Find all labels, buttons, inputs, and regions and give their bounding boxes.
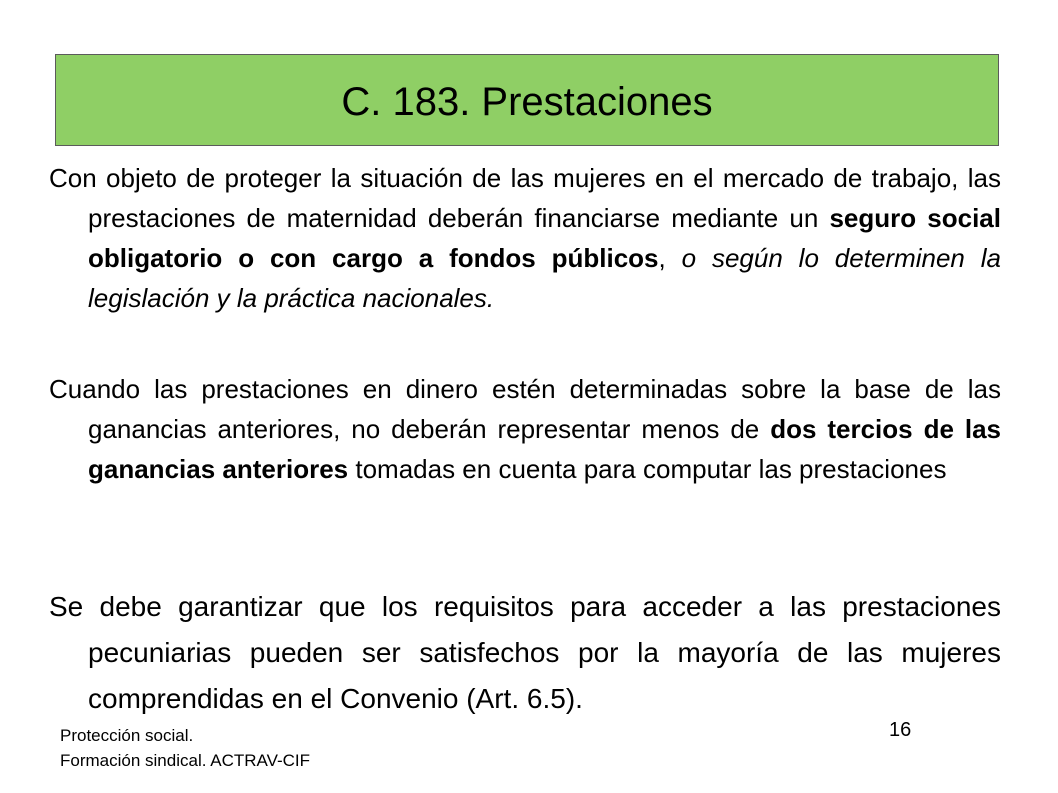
paragraph-requirements: Se debe garantizar que los requisitos para acceder a las prestaciones pecuniarias pueden ser satisfechos por la mayoría de las mujeres comprendidas en el Convenio (Art. 6.5). xyxy=(49,591,1001,714)
paragraph-financing-text-1: Con objeto de proteger la situación de las mujeres en el mercado de trabajo, las prestaciones de maternidad deberán financiarse mediante un xyxy=(49,163,1001,233)
footer-line-2: Formación sindical. ACTRAV-CIF xyxy=(60,751,311,770)
paragraph-cash-benefits-text-1: Cuando las prestaciones en dinero estén determinadas sobre la base de las ganancias anteriores, no deberán representar menos de xyxy=(49,374,1001,444)
slide-title: C. 183. Prestaciones xyxy=(341,79,713,124)
paragraph-financing xyxy=(49,158,1001,318)
paragraph-financing-bold: seguro social obligatorio o con cargo a fondos públicos xyxy=(88,203,1001,273)
footer-credits xyxy=(60,723,310,773)
paragraph-financing-text-2: , xyxy=(658,243,682,273)
title-banner xyxy=(55,54,999,146)
paragraph-financing-italic: o según lo determinen la legislación y la práctica nacionales. xyxy=(88,243,1001,313)
paragraph-cash-benefits-text-2: tomadas en cuenta para computar las prestaciones xyxy=(348,454,947,484)
paragraph-cash-benefits-bold: dos tercios de las ganancias anteriores xyxy=(88,414,1001,484)
footer-line-1: Protección social. xyxy=(60,726,194,745)
slide-number: 16 xyxy=(889,719,912,741)
paragraph-cash-benefits xyxy=(49,369,1001,489)
